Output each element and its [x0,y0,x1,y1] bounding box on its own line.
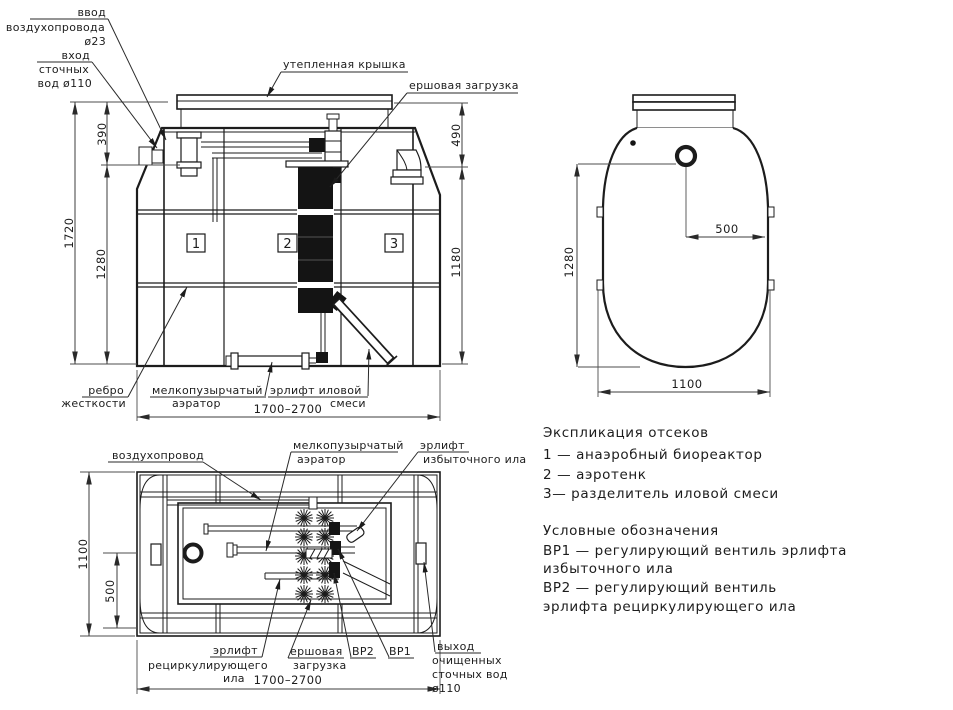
legend-compartment-2: 2 — аэротенк [543,467,647,483]
dim-1100-top: 1100 [671,377,703,391]
dim-490: 490 [449,123,463,147]
insulated-cover-shape [177,95,392,128]
valve-vr1-label: ВР1 [389,645,412,658]
dim-500-plan: 500 [103,579,117,603]
insulated-cover-label: утепленная крышка [283,58,406,71]
legend-vr1-line2: избыточного ила [543,561,674,577]
compartment-3-number: 3 [389,237,399,252]
top-view-body [597,95,774,367]
compartment-2-number: 2 [283,237,292,252]
air-inlet-label-2: воздухопровода [5,21,105,34]
legend-compartments-title: Экспликация отсеков [543,425,709,441]
dim-length-plan: 1700–2700 [253,673,323,687]
sludge-airlift-label-2: смеси [330,397,366,410]
valve-vr2-label: ВР2 [352,645,375,658]
legend-vr1-line1: ВР1 — регулирующий вентиль эрлифта [543,543,847,559]
dim-1180: 1180 [449,246,463,278]
dim-1100-plan: 1100 [76,538,90,570]
stiffener-label-2: жесткости [61,397,126,410]
air-duct-label: воздухопровод [112,449,205,462]
brush-media-label-front: ершовая загрузка [409,79,519,92]
dim-1720: 1720 [62,217,76,249]
recirc-airlift-label-2: рециркулирующего [148,659,268,672]
legend-compartment-3: 3— разделитель иловой смеси [543,486,779,502]
sewage-inlet-label-2: сточных [38,63,89,76]
aerator-label-front-1: мелкопузырчатый [152,384,263,397]
aerator-label-plan-1: мелкопузырчатый [293,439,404,452]
legend-compartment-1: 1 — анаэробный биореактор [543,447,763,463]
legend-vr2-line1: ВР2 — регулирующий вентиль [543,580,777,596]
dim-390: 390 [95,122,109,146]
recirc-airlift-label-3: ила [223,672,245,685]
brush-media-label-plan-1: ершовая [290,645,343,658]
plan-inlet-stub [151,544,161,565]
stiffener-label-1: ребро [88,384,124,397]
recirc-airlift-label-1: эрлифт [213,644,258,657]
sewage-inlet-label-1: вход [61,49,90,62]
dim-1280-top: 1280 [562,246,576,278]
dim-500-top: 500 [715,222,739,236]
aerator-label-plan-2: аэратор [297,453,346,466]
air-inlet-label-1: ввод [77,6,106,19]
compartment-1-number: 1 [191,237,201,252]
plan-view [76,439,526,695]
vent-dot [630,140,636,146]
plan-outline [137,472,440,636]
aerator-label-front-2: аэратор [172,397,221,410]
legend-block [543,425,847,615]
front-view [6,6,519,421]
legend-vr2-line2: эрлифта рециркулирующего ила [543,599,797,615]
legend-symbols-title: Условные обозначения [543,523,719,539]
air-inlet-label-3: ø23 [84,35,106,48]
outlet-label-4: ø110 [432,682,461,695]
brush-media-label-plan-2: загрузка [293,659,347,672]
outlet-label-1: выход [437,640,475,653]
excess-airlift-label-2: избыточного ила [423,453,527,466]
sewage-inlet-label-3: вод ø110 [37,77,92,90]
excess-airlift-label-1: эрлифт [420,439,465,452]
top-view [562,95,774,397]
plan-outlet-stub [416,543,426,564]
sludge-airlift-label-1: эрлифт иловой [270,384,362,397]
outlet-label-3: сточных вод [432,668,508,681]
dim-1280-front: 1280 [94,248,108,280]
outlet-label-2: очищенных [432,654,502,667]
dim-length-front: 1700–2700 [253,402,323,416]
